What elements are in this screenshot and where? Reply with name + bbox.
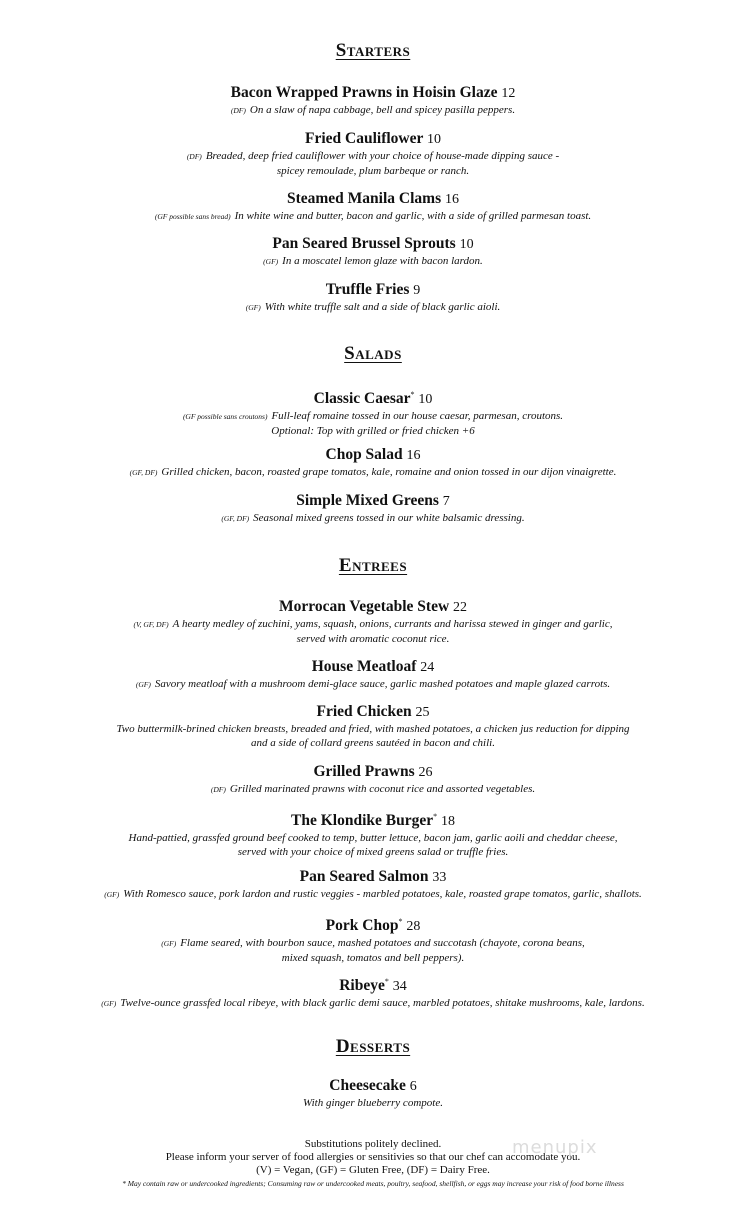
- item-description: Two buttermilk-brined chicken breasts, breaded and fried, with mashed potatoes, a chicken jus reduction for dipping: [116, 723, 630, 735]
- item-name: Fried Chicken: [316, 703, 412, 720]
- item-name: Pan Seared Brussel Sprouts: [272, 235, 456, 252]
- item-name: Truffle Fries: [325, 281, 410, 298]
- menu-item: [0, 281, 746, 315]
- salads-heading: Salads: [344, 343, 402, 364]
- menu-item: [0, 446, 746, 480]
- item-name: Cheesecake: [329, 1077, 406, 1094]
- item-name: Pan Seared Salmon: [299, 868, 429, 885]
- item-name: Simple Mixed Greens: [296, 492, 439, 509]
- item-description: Flame seared, with bourbon sauce, mashed potatoes and succotash (chayote, corona beans,: [180, 937, 585, 950]
- item-name: Bacon Wrapped Prawns in Hoisin Glaze: [230, 84, 498, 101]
- item-description: Grilled marinated prawns with coconut rice and assorted vegetables.: [229, 783, 536, 795]
- item-price: 33: [432, 870, 447, 885]
- item-description: With white truffle salt and a side of black garlic aioli.: [264, 301, 501, 313]
- item-description-line2: spicey remoulade, plum barbeque or ranch.: [276, 165, 470, 177]
- item-price: 10: [418, 392, 433, 408]
- diet-tag: (GF): [135, 680, 151, 689]
- raw-food-warning: * May contain raw or undercooked ingredients; Consuming raw or undercooked meats, poultry, seafood, shellfish, or eggs may increase your risk of food borne illness: [122, 1179, 624, 1188]
- menu-item: [0, 84, 746, 118]
- diet-tag: (DF): [186, 152, 202, 161]
- item-price: 28: [406, 919, 421, 935]
- item-description: With ginger blueberry compote.: [303, 1097, 443, 1109]
- desserts-heading: Desserts: [335, 1036, 411, 1057]
- item-price: 18: [440, 814, 455, 830]
- item-description: In white wine and butter, bacon and garlic, with a side of grilled parmesan toast.: [234, 210, 592, 222]
- item-description-line2: and a side of collard greens sautéed in bacon and chili.: [251, 737, 495, 749]
- substitutions-note: Substitutions politely declined.: [304, 1138, 442, 1150]
- raw-asterisk: *: [398, 917, 403, 926]
- item-description: Seasonal mixed greens tossed in our white balsamic dressing.: [253, 512, 525, 524]
- starters-heading: Starters: [335, 40, 411, 61]
- menu-item: [0, 492, 746, 526]
- raw-asterisk: *: [384, 977, 389, 986]
- diet-tag: (GF possible sans bread): [154, 212, 231, 221]
- menu-item: [0, 1077, 746, 1110]
- salads-heading-block: [0, 343, 746, 365]
- item-description: Full-leaf romaine tossed in our house caesar, parmesan, croutons.: [271, 410, 564, 423]
- item-name: Pork Chop: [325, 917, 399, 935]
- menu-item: [0, 190, 746, 224]
- item-price: 22: [453, 600, 468, 615]
- entrees-heading: Entrees: [338, 555, 408, 576]
- diet-tag: (GF): [101, 999, 117, 1009]
- starters-heading-block: [0, 40, 746, 62]
- menu-item: [0, 235, 746, 269]
- item-price: 7: [442, 494, 450, 509]
- desserts-heading-block: [0, 1036, 746, 1058]
- item-description: Grilled chicken, bacon, roasted grape tomatos, kale, romaine and onion tossed in our dijon vinaigrette.: [161, 466, 617, 478]
- item-description-line2: Optional: Top with grilled or fried chicken +6: [271, 425, 475, 438]
- entrees-heading-block: [0, 555, 746, 577]
- item-price: 16: [406, 448, 421, 463]
- menu-item: [0, 973, 746, 1011]
- watermark-logo: menupix: [512, 1137, 598, 1158]
- diet-legend: (V) = Vegan, (GF) = Gluten Free, (DF) = Dairy Free.: [256, 1164, 490, 1176]
- raw-asterisk: *: [410, 390, 415, 399]
- item-description-line2: served with aromatic coconut rice.: [296, 633, 450, 645]
- item-name: Ribeye: [339, 977, 385, 995]
- diet-tag: (GF, DF): [221, 514, 250, 523]
- item-price: 9: [413, 283, 421, 298]
- item-price: 34: [392, 979, 407, 995]
- menu-item: [0, 386, 746, 438]
- diet-tag: (DF): [210, 785, 226, 794]
- diet-tag: (GF): [263, 257, 279, 266]
- item-price: 12: [501, 86, 516, 101]
- menu-item: [0, 658, 746, 692]
- item-name: Fried Cauliflower: [305, 130, 424, 147]
- item-description-line2: mixed squash, tomatos and bell peppers).: [281, 952, 465, 965]
- item-description: Savory meatloaf with a mushroom demi-glace sauce, garlic mashed potatoes and maple glazed carrots.: [154, 678, 611, 690]
- diet-tag: (GF, DF): [129, 468, 158, 477]
- menu-item: [0, 703, 746, 750]
- item-price: 10: [426, 132, 441, 147]
- item-price: 6: [409, 1079, 417, 1094]
- item-description-line2: served with your choice of mixed greens salad or truffle fries.: [237, 846, 509, 859]
- item-price: 24: [420, 660, 435, 675]
- menu-item: [0, 808, 746, 859]
- diet-tag: (DF): [230, 106, 246, 115]
- item-name: The Klondike Burger: [291, 812, 434, 830]
- item-name: Morrocan Vegetable Stew: [278, 598, 450, 615]
- diet-tag: (GF possible sans croutons): [182, 412, 268, 422]
- item-name: Steamed Manila Clams: [286, 190, 442, 207]
- menu-item: [0, 868, 746, 902]
- item-description: Twelve-ounce grassfed local ribeye, with black garlic demi sauce, marbled potatoes, shitake mushrooms, kale, lardons.: [120, 997, 645, 1010]
- diet-tag: (V, GF, DF): [133, 620, 169, 629]
- item-name: Classic Caesar: [313, 390, 411, 408]
- allergy-note: Please inform your server of food allergies or sensitivies so that our chef can accomodate you.: [165, 1151, 581, 1163]
- item-price: 16: [445, 192, 459, 207]
- item-description: Breaded, deep fried cauliflower with your choice of house-made dipping sauce -: [205, 150, 560, 162]
- menu-item: [0, 913, 746, 965]
- item-name: Grilled Prawns: [313, 763, 415, 780]
- footer-notes: [0, 1138, 746, 1190]
- item-name: Chop Salad: [325, 446, 403, 463]
- item-price: 10: [459, 237, 474, 252]
- diet-tag: (GF): [104, 890, 120, 899]
- item-price: 25: [415, 705, 430, 720]
- menu-item: [0, 598, 746, 646]
- item-description: In a moscatel lemon glaze with bacon lardon.: [282, 255, 483, 267]
- raw-asterisk: *: [433, 812, 438, 821]
- item-price: 26: [418, 765, 433, 780]
- item-description: With Romesco sauce, pork lardon and rustic veggies - marbled potatoes, kale, roasted grape tomatos, garlic, shallots.: [123, 888, 642, 900]
- item-description: A hearty medley of zuchini, yams, squash, onions, currants and harissa stewed in ginger and garlic,: [172, 618, 613, 630]
- item-description: On a slaw of napa cabbage, bell and spicey pasilla peppers.: [249, 104, 516, 116]
- item-description: Hand-pattied, grassfed ground beef cooked to temp, butter lettuce, bacon jam, garlic aoili and cheddar cheese,: [128, 832, 618, 845]
- menu-item: [0, 130, 746, 178]
- item-name: House Meatloaf: [311, 658, 417, 675]
- menu-item: [0, 763, 746, 797]
- diet-tag: (GF): [245, 303, 261, 312]
- diet-tag: (GF): [161, 939, 177, 949]
